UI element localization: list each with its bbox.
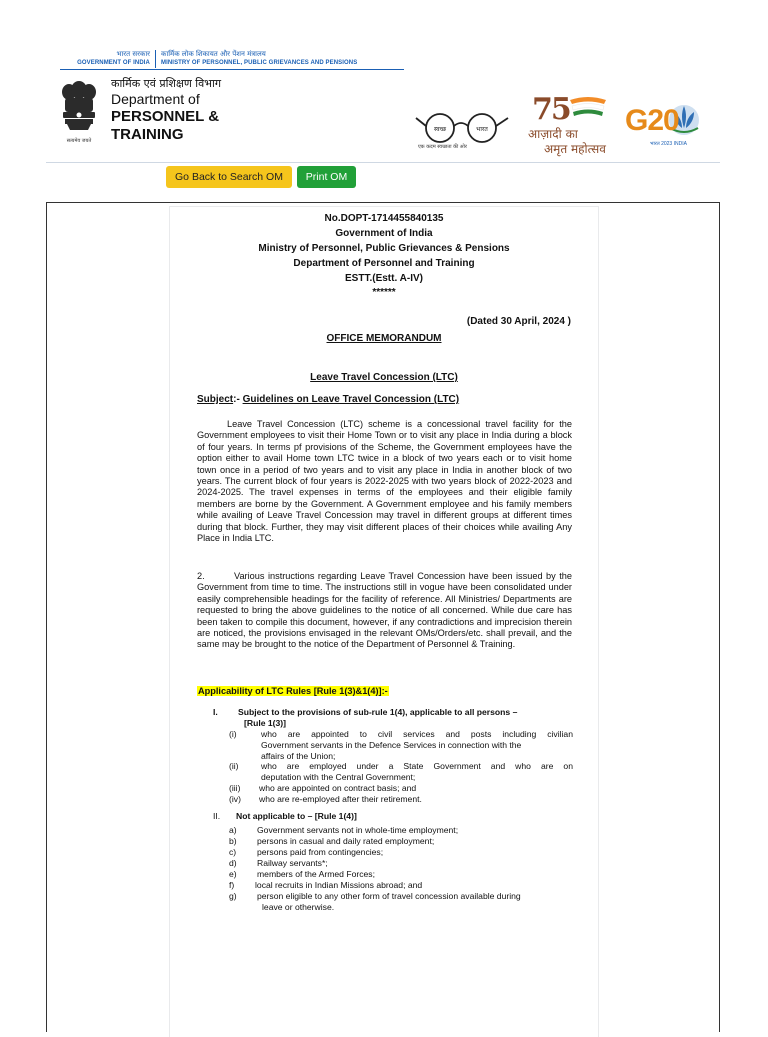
om-section: ESTT.(Estt. A-IV): [345, 273, 423, 284]
list-item-text: local recruits in Indian Missions abroad; and: [255, 880, 423, 890]
gov-hindi: भारत सरकार: [116, 50, 150, 58]
list-item-number: (iii): [229, 783, 241, 793]
swachh-tagline: एक कदम स्वच्छता की ओर: [418, 144, 467, 150]
list-item-text: Railway servants*;: [257, 858, 328, 868]
national-emblem-icon[interactable]: [57, 78, 101, 146]
go-back-to-search-button[interactable]: Go Back to Search OM: [166, 166, 292, 188]
ministry-link[interactable]: [161, 50, 357, 67]
list-item-line: deputation with the Central Government;: [261, 771, 416, 782]
ltc-title: Leave Travel Concession (LTC): [310, 372, 458, 383]
list-item-line: Government servants in the Defence Services in connection with the: [261, 739, 522, 750]
section-2-number: II.: [213, 811, 221, 821]
list-item-continuation: leave or otherwise.: [262, 902, 335, 912]
subject-label: Subject: [197, 394, 234, 405]
gov-english: GOVERNMENT OF INDIA: [77, 60, 150, 66]
ministry-hindi: कार्मिक लोक शिकायत और पेंशन मंत्रालय: [161, 50, 266, 58]
g20-subtitle: भारत 2023 INDIA: [650, 141, 687, 147]
list-item-text: person eligible to any other form of travel concession available during: [257, 891, 521, 901]
azadi-line2: अमृत महोत्सव: [544, 142, 606, 156]
list-item-number: b): [229, 836, 237, 846]
list-item-line: affairs of the Union;: [261, 750, 336, 761]
list-item-number: c): [229, 847, 237, 857]
om-title: OFFICE MEMORANDUM: [326, 333, 442, 344]
section-2-heading: Not applicable to – [Rule 1(4)]: [236, 811, 357, 821]
om-separator: ******: [372, 287, 396, 298]
paragraph-1: Leave Travel Concession (LTC) scheme is a concessional travel facility for the Government employees to visit their Home Town or to visit any place in India during a block of four years. In terms pf provisions of the Scheme, the Government employees have the option either to avail Home town LTC twice in a block of two years each or to visit home town once in a period of two years and to visit any place in India in another block of two years. The current block of four years is 2022-2025 with two years block of 2022-2023 and 2024-2025. The travel expenses in terms of the employees and their eligible family members are borne by the Government. A Government employee and his family members while availing of Leave Travel Concession may travel in different groups at different times during that block. Further, they may visit different places of their choices while availing Any Place in India LTC.: [197, 419, 572, 544]
list-item-text: persons in casual and daily rated employment;: [257, 836, 435, 846]
government-strip: [60, 50, 357, 70]
list-item-number: (iv): [229, 794, 241, 804]
header-divider: [46, 162, 720, 163]
section-1-number: I.: [213, 707, 218, 717]
list-item-number: a): [229, 825, 237, 835]
list-item-number: f): [229, 880, 235, 890]
list-item-number: d): [229, 858, 237, 868]
list-item-text: [261, 729, 573, 761]
om-number: No.DOPT-1714455840135: [324, 213, 444, 224]
section-1-rule: [Rule 1(3)]: [244, 718, 287, 728]
list-item-text: who are re-employed after their retirement.: [259, 794, 422, 804]
list-item-number: (ii): [229, 761, 239, 771]
list-item-text: [261, 761, 573, 783]
list-item-number: e): [229, 869, 237, 879]
swachh-left-text: स्वच्छ: [433, 126, 447, 133]
list-item-text: persons paid from contingencies;: [257, 847, 384, 857]
applicability-heading: Applicability of LTC Rules [Rule 1(3)&1(4)]:-: [198, 686, 388, 696]
list-item-line: who are appointed to civil services and posts including civilian: [261, 729, 573, 739]
strip-divider: [155, 50, 156, 68]
list-item-number: (i): [229, 729, 237, 739]
ministry-english: MINISTRY OF PERSONNEL, PUBLIC GRIEVANCES AND PENSIONS: [161, 60, 358, 66]
list-item-line: who are employed under a State Government and who are on: [261, 761, 573, 771]
paragraph-2-number: 2.: [197, 571, 205, 581]
azadi-line1: आज़ादी का: [528, 127, 578, 141]
government-of-india-link[interactable]: [60, 50, 150, 67]
om-government: Government of India: [335, 228, 433, 239]
list-item-text: members of the Armed Forces;: [257, 869, 375, 879]
om-ministry: Ministry of Personnel, Public Grievances & Pensions: [258, 243, 510, 254]
swachh-right-text: भारत: [476, 126, 488, 133]
dept-name-line3: TRAINING: [111, 126, 184, 143]
list-item-number: g): [229, 891, 237, 901]
om-subject: [197, 394, 459, 405]
om-date: (Dated 30 April, 2024 ): [466, 316, 571, 327]
dept-name-hindi: कार्मिक एवं प्रशिक्षण विभाग: [111, 77, 222, 90]
azadi-number: 75: [532, 92, 570, 127]
subject-text: Guidelines on Leave Travel Concession (LTC): [242, 394, 460, 405]
subject-separator: :-: [233, 394, 243, 405]
section-1-heading: Subject to the provisions of sub-rule 1(4), applicable to all persons –: [238, 707, 518, 717]
print-om-button[interactable]: Print OM: [297, 166, 356, 188]
om-department: Department of Personnel and Training: [293, 258, 475, 269]
paragraph-2-text: Various instructions regarding Leave Travel Concession have been issued by the Government from time to time. The instructions still in vogue have been consolidated under easily comprehensible headings for the facility of reference. All Ministries/ Departments are requested to bring the above guidelines to the notice of all concerned. While due care has been taken to compile this document, however, if any contradictions and imprecision therein are noticed, the provisions envisaged in the relevant OMs/Orders/etc. shall prevail, and the same may be brought to the notice of the Department of Personnel & Training.: [197, 571, 572, 650]
list-item-text: Government servants not in whole-time employment;: [257, 825, 459, 835]
dept-name-line2: PERSONNEL &: [111, 108, 220, 125]
emblem-motto: सत्यमेव जयते: [66, 138, 92, 144]
list-item-text: who are appointed on contract basis; and: [259, 783, 417, 793]
dept-name-line1: Department of: [111, 91, 200, 107]
strip-underline: [60, 69, 404, 70]
paragraph-2: [197, 571, 572, 651]
g20-label: G20: [625, 104, 679, 137]
